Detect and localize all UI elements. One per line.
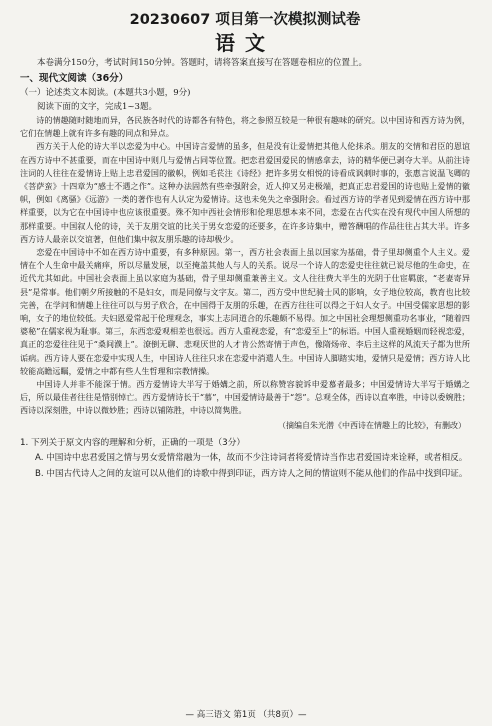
section-modern-reading (20, 71, 470, 433)
passage-paragraph: 诗的情趣随时随地而异，各民族各时代的诗都各有特色，将之参照互较是一种很有趣味的研究。以中国诗和西方诗为例，它们在情趣上就有许多有趣的同点和异点。 (20, 115, 470, 139)
subsection-heading: （一）论述类文本阅读。(本题共3小题，9分) (20, 88, 191, 98)
passage-paragraph: 西方关于人伦的诗大半以恋爱为中心。中国诗言爱情的虽多，但是没有让爱情把其他人伦抹杀。朋友的交情和君臣的恩谊在西方诗中不甚重要，而在中国诗中则几与爱情占同等位置。把恋君爱国爱民的情感拿去，诗的精华便已剥夺大半。从前注诗注词的人往往在爱情诗上贴上忠君爱国的徽帜，例如毛苌注《诗经》把许多男女相悦的诗看成讽刺时事的，张惠言说温飞卿的《菩萨蛮》十四章为“感士不遇之作”。这种办法固然有些牵强附会，近人抑又另走极端，把真正忠君爱国的诗也贴上爱情的徽帜，例如《离骚》《远游》一类的著作也有人认定为爱情诗。这也未免失之牵强附会。看过西方诗的学者见到爱情在西方诗中那样重要，以为它在中国诗中也应该很重要。殊不知中西社会情形和伦理思想本来不同，恋爱在古代实在没有现代中国人所想的那样重要。中国叙人伦的诗，关于友朋交谊的比关于男女恋爱的还要多，在许多诗集中，赠答酬唱的作品往往占其大半。许多西方诗人最亲以交谊著，但他们集中叙友朋乐趣的诗却极少。 (20, 141, 470, 244)
question-stem: 1. 下列关于原文内容的理解和分析，正确的一项是（3分） (20, 437, 246, 448)
question-1 (20, 436, 470, 482)
passage-source: （摘编自朱光潜《中西诗在情趣上的比较》，有删改） (278, 420, 466, 430)
page-footer: — 高三语文 第1页 （共8页）— (185, 710, 307, 720)
option-a: A. 中国诗中忠君爱国之情与男女爱情常融为一体，故而不少注诗词者将爱情诗当作忠君爱国诗来诠释，或者相反。 (35, 452, 468, 463)
exam-notice: 本卷满分150分，考试时间150分钟。答题时，请将答案直接写在答题卷相应的位置上。 (37, 58, 367, 68)
reading-passage (20, 114, 470, 418)
option-b: B. 中国古代诗人之间的友谊可以从他们的诗歌中得到印证，西方诗人之间的情谊则不能从他们的作品中找到印证。 (35, 469, 468, 480)
reading-instruction: 阅读下面的文字，完成1~3题。 (37, 102, 157, 112)
exam-title: 20230607 项目第一次模拟测试卷 (129, 12, 361, 28)
passage-paragraph: 中国诗人并非不能深于情。西方爱情诗大半写于婚媾之前，所以称赞容貌诉申爱慕者最多；中国爱情诗大半写于婚媾之后，所以最佳者往往是惜别悼亡。西方爱情诗长于“慕”，中国爱情诗最善于“怨”。总观全体，西诗以直率胜，中诗以委婉胜；西诗以深刻胜，中诗以微妙胜；西诗以铺陈胜，中诗以简隽胜。 (20, 379, 470, 416)
section-heading: 一、现代文阅读（36分） (20, 73, 129, 84)
subject-title: 语文 (215, 31, 275, 55)
passage-paragraph: 恋爱在中国诗中不如在西方诗中重要，有多种原因。第一，西方社会表面上虽以国家为基础，骨子里却侧重个人主义。爱情在个人生命中最关痛痒，所以尽量发展，以至掩盖其他人与人的关系。说尽一个诗人的恋爱史往往就已说尽他的生命史，在近代尤其如此。中国社会表面上虽以家庭为基础，骨子里却侧重兼善主义。文人往往费大半生的光阴于仕宦羁旅，“老妻寄异县”是常事。他们朝夕所接触的不是妇女，而是同僚与文字友。第二，西方受中世纪骑士风的影响，女子地位较高，教育也比较完善，在学问和情趣上往往可以与男子欣合，在中国得于友朋的乐趣，在西方往往可以得之于妇人女子。中国受儒家思想的影响，女子的地位较低。夫妇恩爱常起于伦理观念，事实上志同道合的乐趣颇不易得。加之中国社会理想侧重功名事业，“随着四婆秘”在儒家视为耻事。第三，东西恋爱观相差也很远。西方人重视恋爱，有“恋爱至上”的标语。中国人重视婚姻而轻视恋爱，真正的恋爱往往见于“桑间濮上”。潦倒无聊、悲观厌世的人才肯公然寄情于声色，像隋炀帝、李后主这样的风流天子都为世所诟病。西方诗人要在恋爱中实现人生，中国诗人往往只求在恋爱中消遣人生。中国诗人脚踏实地，爱情只是爱情；西方诗人比较能高瞻远瞩，爱情之中都有些人生哲理和宗教情操。 (20, 247, 470, 376)
